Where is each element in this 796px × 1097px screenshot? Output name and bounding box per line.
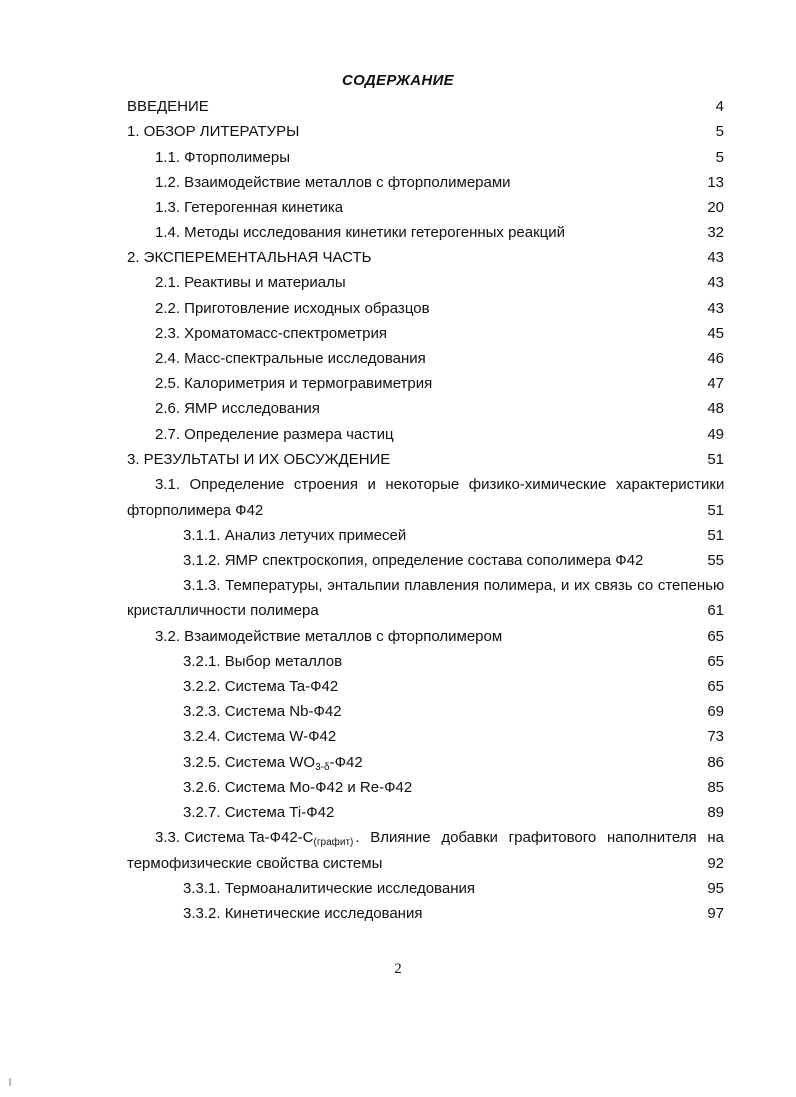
toc-entry-label: 2.4. Масс-спектральные исследования (155, 350, 426, 367)
page-number: 2 (394, 961, 402, 977)
toc-entry-label: 3.2. Взаимодействие металлов с фторполимером (155, 628, 503, 645)
toc-entry-page: 86 (707, 754, 724, 771)
toc-entry-page: 61 (707, 602, 724, 619)
toc-entry-label: 3.1.1. Анализ летучих примесей (183, 527, 407, 544)
toc-entry-label-line2: термофизические свойства системы (127, 855, 383, 872)
toc-entry-page: 20 (707, 199, 724, 216)
toc-entry-page: 51 (707, 502, 724, 519)
toc-entry-label (183, 754, 363, 777)
toc-entry-label-line1: 3.1. Определение строения и некоторые физико-химические характеристики (155, 476, 725, 493)
page-title: СОДЕРЖАНИЕ (342, 72, 454, 89)
toc-entry-label: 3.2.7. Система Ti-Ф42 (183, 804, 335, 821)
toc-entry-page: 43 (707, 300, 724, 317)
toc-entry-page: 32 (707, 224, 724, 241)
toc-entry-label: 1. ОБЗОР ЛИТЕРАТУРЫ (127, 123, 300, 140)
toc-entry-page: 47 (707, 375, 724, 392)
toc-entry-label: 2.1. Реактивы и материалы (155, 274, 346, 291)
toc-entry-page: 43 (707, 249, 724, 266)
toc-entry-page: 45 (707, 325, 724, 342)
toc-entry-page: 48 (707, 400, 724, 417)
toc-entry-page: 55 (707, 552, 724, 569)
toc-entry-label: 2.6. ЯМР исследования (155, 400, 320, 417)
toc-entry-page: 5 (715, 149, 724, 166)
toc-entry-label-subscript: 3-δ (315, 762, 330, 773)
toc-entry-label-subscript: (графит) (313, 837, 354, 848)
toc-entry-page: 49 (707, 426, 724, 443)
toc-entry-label: 1.3. Гетерогенная кинетика (155, 199, 344, 216)
toc-entry-page: 65 (707, 678, 724, 695)
toc-entry-label: 3.2.6. Система Mo-Ф42 и Re-Ф42 (183, 779, 413, 796)
toc-entry-label: 3.2.1. Выбор металлов (183, 653, 343, 670)
toc-entry-label: 1.1. Фторполимеры (155, 149, 291, 166)
toc-entry-label-head (155, 829, 353, 852)
toc-entry-page: 65 (707, 653, 724, 670)
toc-entry-page: 51 (707, 527, 724, 544)
toc-entry-page: 89 (707, 804, 724, 821)
toc-entry-page: 46 (707, 350, 724, 367)
toc-entry-page: 97 (707, 905, 724, 922)
toc-entry-label: ВВЕДЕНИЕ (127, 98, 209, 115)
toc-entry-label: 3.1.2. ЯМР спектроскопия, определение состава сополимера Ф42 (183, 552, 644, 569)
toc-entry-page: 69 (707, 703, 724, 720)
toc-entry-label: 3.2.2. Система Ta-Ф42 (183, 678, 339, 695)
toc-entry-page: 43 (707, 274, 724, 291)
toc-entry-label-line2: фторполимера Ф42 (127, 502, 264, 519)
toc-entry-label: 3.2.3. Система Nb-Ф42 (183, 703, 342, 720)
toc-entry-label-line1: 3.1.3. Температуры, энтальпии плавления полимера, и их связь со степенью (183, 577, 725, 594)
scan-artifact (9, 1078, 11, 1086)
toc-entry-label-prefix: 3.2.5. Система WO (183, 754, 316, 771)
toc-entry-label: 2.3. Хроматомасс-спектрометрия (155, 325, 388, 342)
toc-entry-label-suffix: -Ф42 (329, 754, 363, 771)
toc-entry-page: 13 (707, 174, 724, 191)
toc-entry-page: 65 (707, 628, 724, 645)
toc-entry-label: 2.2. Приготовление исходных образцов (155, 300, 430, 317)
toc-entry-label: 3.3.1. Термоаналитические исследования (183, 880, 475, 897)
toc-entry-label: 1.2. Взаимодействие металлов с фторполимерами (155, 174, 511, 191)
toc-entry-label: 3.3.2. Кинетические исследования (183, 905, 423, 922)
toc-entry-label: 3.2.4. Система W-Ф42 (183, 728, 337, 745)
toc-entry-page: 4 (715, 98, 724, 115)
toc-entry-label: 2. ЭКСПЕРЕМЕНТАЛЬНАЯ ЧАСТЬ (127, 249, 372, 266)
toc-entry-label: 2.7. Определение размера частиц (155, 426, 394, 443)
toc-entry-label-suffix: . Влияние добавки графитового наполнителя на (355, 829, 724, 846)
toc-entry-page: 92 (707, 855, 724, 872)
toc-entry-label-prefix: 3.3. Система Ta-Ф42-C (155, 829, 314, 846)
toc-entry-label-line1 (155, 829, 724, 852)
toc-entry-page: 73 (707, 728, 724, 745)
toc-entry-page: 51 (707, 451, 724, 468)
toc-entry-page: 85 (707, 779, 724, 796)
toc-entry-label: 3. РЕЗУЛЬТАТЫ И ИХ ОБСУЖДЕНИЕ (127, 451, 391, 468)
toc-entry-label: 2.5. Калориметрия и термогравиметрия (155, 375, 433, 392)
toc-entry-page: 5 (715, 123, 724, 140)
toc-entry-label: 1.4. Методы исследования кинетики гетерогенных реакций (155, 224, 566, 241)
toc-entry-page: 95 (707, 880, 724, 897)
toc-entry-label-line2: кристалличности полимера (127, 602, 319, 619)
